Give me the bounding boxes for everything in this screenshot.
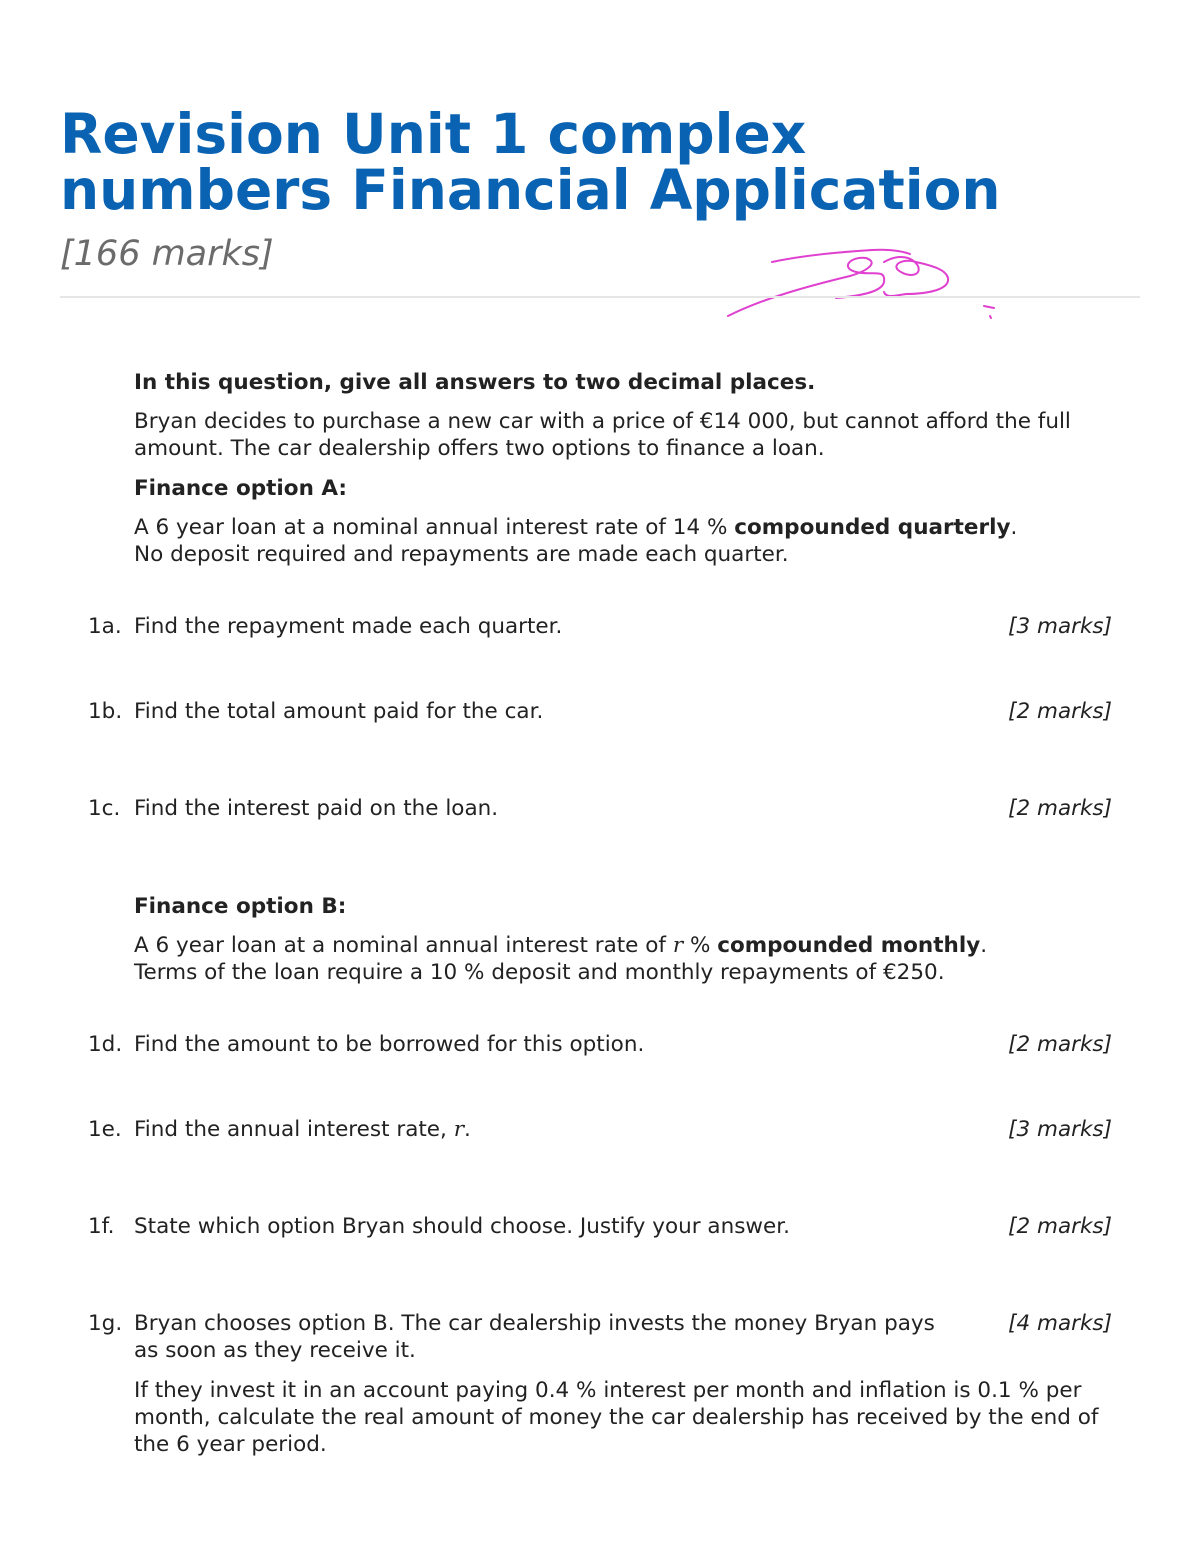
question-number: 1a. <box>88 614 122 639</box>
rate-variable: r <box>672 933 684 958</box>
question-text-pre: Find the annual interest rate, <box>134 1117 447 1142</box>
question-text: Find the interest paid on the loan. <box>134 796 499 821</box>
percent-sign: % <box>689 933 711 958</box>
option-a-deposit: No deposit required and repayments are made each quarter. <box>134 542 789 567</box>
question-number: 1g. <box>88 1311 123 1336</box>
question-marks: [2 marks] <box>1008 1032 1112 1057</box>
signature-scribble <box>0 0 1200 340</box>
option-b-rate: A 6 year loan at a nominal annual interest rate of <box>134 933 666 958</box>
question-text: Find the amount to be borrowed for this option. <box>134 1032 645 1057</box>
option-b-period: . <box>980 933 988 958</box>
question-number: 1d. <box>88 1032 123 1057</box>
question-text: Bryan chooses option B. The car dealership invests the money Bryan pays as soon as they receive it. <box>134 1311 935 1363</box>
question-marks: [3 marks] <box>1008 614 1112 639</box>
question-number: 1c. <box>88 796 121 821</box>
title-divider <box>60 296 1140 298</box>
question-text: Find the repayment made each quarter. <box>134 614 563 639</box>
option-b-heading: Finance option B: <box>134 894 347 919</box>
option-a-rate: A 6 year loan at a nominal annual interest rate of 14 % <box>134 515 728 540</box>
question-marks: [3 marks] <box>1008 1117 1112 1142</box>
question-text: State which option Bryan should choose. Justify your answer. <box>134 1214 790 1239</box>
option-b-compounding: compounded monthly <box>717 933 981 958</box>
question-marks: [2 marks] <box>1008 1214 1112 1239</box>
intro-paragraph: Bryan decides to purchase a new car with a price of €14 000, but cannot afford the full amount. The car dealership offers two options to finance a loan. <box>134 409 1071 461</box>
question-text: Find the total amount paid for the car. <box>134 699 544 724</box>
rate-variable: r <box>453 1117 464 1142</box>
instruction-text: In this question, give all answers to two decimal places. <box>134 370 816 395</box>
question-number: 1b. <box>88 699 123 724</box>
option-a-heading: Finance option A: <box>134 476 347 501</box>
option-b-terms <box>134 932 1114 986</box>
option-a-terms <box>134 514 1114 568</box>
question-text <box>134 1116 974 1143</box>
question-marks: [2 marks] <box>1008 796 1112 821</box>
question-number: 1f. <box>88 1214 115 1239</box>
option-b-deposit: Terms of the loan require a 10 % deposit and monthly repayments of €250. <box>134 960 945 985</box>
question-1g-followup: If they invest it in an account paying 0.4 % interest per month and inflation is 0.1 % per month, calculate the real amount of money the car dealership has received by the end of the 6 year period. <box>134 1378 1099 1457</box>
title-text: Revision Unit 1 complex numbers Financial Application <box>60 102 1001 222</box>
question-marks: [2 marks] <box>1008 699 1112 724</box>
total-marks: [166 marks] <box>60 234 274 274</box>
question-marks: [4 marks] <box>1008 1311 1112 1336</box>
option-a-compounding: compounded quarterly <box>734 515 1011 540</box>
option-a-period: . <box>1010 515 1018 540</box>
question-text-post: . <box>464 1117 471 1142</box>
question-number: 1e. <box>88 1117 122 1142</box>
